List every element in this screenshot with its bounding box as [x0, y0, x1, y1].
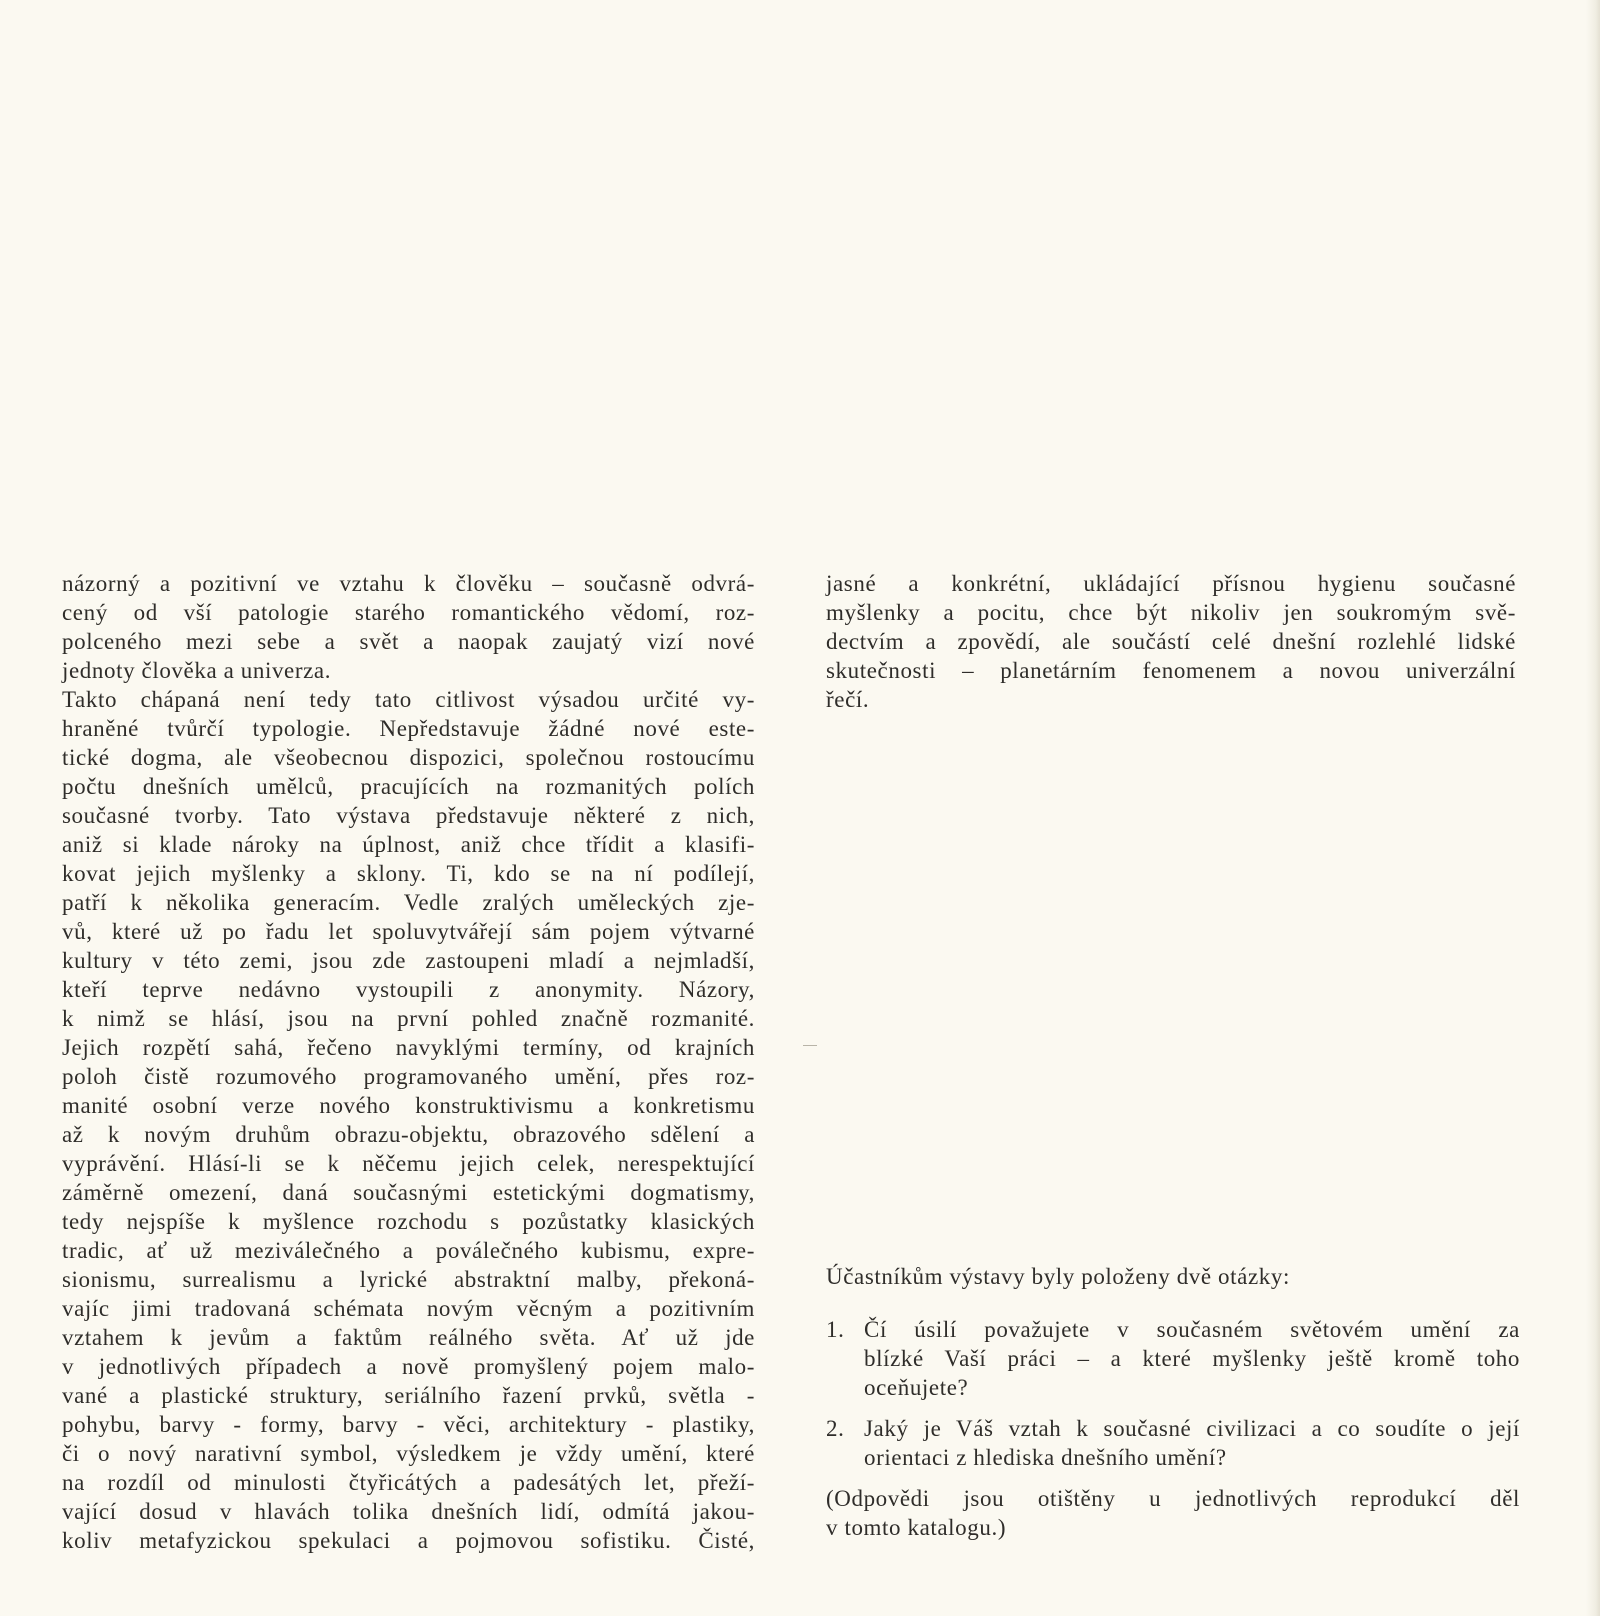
right-text-column — [826, 569, 1516, 714]
text-line: polceného mezi sebe a svět a naopak zaujatý vizí nové — [62, 629, 755, 654]
stray-print-mark — [803, 1045, 817, 1046]
text-line: kultury v této zemi, jsou zde zastoupeni mladí a nejmladší, — [62, 948, 755, 973]
left-text-column — [62, 569, 755, 1555]
catalog-note — [826, 1484, 1520, 1542]
text-line: názorný a pozitivní ve vztahu k člověku – současně odvrá- — [62, 571, 755, 596]
text-line: jednoty člověka a univerza. — [62, 658, 332, 683]
text-line: tradic, ať už meziválečného a poválečného kubismu, expre- — [62, 1238, 755, 1263]
text-line: sionismu, surrealismu a lyrické abstraktní malby, překoná- — [62, 1267, 755, 1292]
text-line: koliv metafyzickou spekulaci a pojmovou sofistiku. Čisté, — [62, 1528, 755, 1553]
question-number: 1. — [826, 1317, 845, 1342]
questions-intro: Účastníkům výstavy byly položeny dvě otázky: — [826, 1264, 1290, 1289]
text-line: oceňujete? — [864, 1375, 969, 1400]
text-line: cený od vší patologie starého romantického vědomí, roz- — [62, 600, 755, 625]
text-line: pohybu, barvy - formy, barvy - věci, architektury - plastiky, — [62, 1412, 755, 1437]
text-line: poloh čistě rozumového programovaného umění, přes roz- — [62, 1064, 755, 1089]
text-line: patří k několika generacím. Vedle zralých uměleckých zje- — [62, 890, 755, 915]
text-line: záměrně omezení, daná současnými estetickými dogmatismy, — [62, 1180, 755, 1205]
text-line: až k novým druhům obrazu-objektu, obrazového sdělení a — [62, 1122, 755, 1147]
question-text — [864, 1414, 1520, 1472]
question-number: 2. — [826, 1416, 845, 1441]
text-line: vyprávění. Hlásí-li se k něčemu jejich celek, nerespektující — [62, 1151, 755, 1176]
text-line: vztahem k jevům a faktům reálného světa. Ať už jde — [62, 1325, 755, 1350]
text-line: myšlenky a pocitu, chce být nikoliv jen soukromým svě- — [826, 600, 1516, 625]
text-line: tické dogma, ale všeobecnou dispozici, společnou rostoucímu — [62, 745, 755, 770]
text-line: kovat jejich myšlenky a sklony. Ti, kdo se na ní podílejí, — [62, 861, 755, 886]
questions-section — [826, 1262, 1520, 1542]
question-item — [826, 1315, 1520, 1402]
text-line: vů, které už po řadu let spoluvytvářejí sám pojem výtvarné — [62, 919, 755, 944]
text-line: (Odpovědi jsou otištěny u jednotlivých reprodukcí děl — [826, 1486, 1520, 1511]
text-line: vající dosud v hlavách tolika dnešních lidí, odmítá jakou- — [62, 1499, 755, 1524]
text-line: současné tvorby. Tato výstava představuje některé z nich, — [62, 803, 755, 828]
page-edge-shadow — [1586, 0, 1600, 1616]
text-line: v tomto katalogu.) — [826, 1515, 1007, 1540]
text-line: na rozdíl od minulosti čtyřicátých a padesátých let, přeží- — [62, 1470, 755, 1495]
text-line: vajíc jimi tradovaná schémata novým věcným a pozitivním — [62, 1296, 755, 1321]
text-line: jasné a konkrétní, ukládající přísnou hygienu současné — [826, 571, 1516, 596]
text-line: Čí úsilí považujete v současném světovém umění za — [864, 1317, 1520, 1342]
text-line: hraněné tvůrčí typologie. Nepředstavuje žádné nové este- — [62, 716, 755, 741]
text-line: orientaci z hlediska dnešního umění? — [864, 1445, 1227, 1470]
text-line: blízké Vaší práci – a které myšlenky ještě kromě toho — [864, 1346, 1520, 1371]
text-line: manité osobní verze nového konstruktivismu a konkretismu — [62, 1093, 755, 1118]
text-line: kteří teprve nedávno vystoupili z anonymity. Názory, — [62, 977, 755, 1002]
text-line: k nimž se hlásí, jsou na první pohled značně rozmanité. — [62, 1006, 755, 1031]
question-item — [826, 1414, 1520, 1472]
text-line: řečí. — [826, 687, 870, 712]
text-line: či o nový narativní symbol, výsledkem je vždy umění, které — [62, 1441, 755, 1466]
text-line: skutečnosti – planetárním fenomenem a novou univerzální — [826, 658, 1516, 683]
text-line: počtu dnešních umělců, pracujících na rozmanitých polích — [62, 774, 755, 799]
question-text — [864, 1315, 1520, 1402]
text-line: Takto chápaná není tedy tato citlivost výsadou určité vy- — [62, 687, 755, 712]
text-line: Jejich rozpětí sahá, řečeno navyklými termíny, od krajních — [62, 1035, 755, 1060]
text-line: dectvím a zpovědí, ale součástí celé dnešní rozlehlé lidské — [826, 629, 1516, 654]
text-line: vané a plastické struktury, seriálního řazení prvků, světla - — [62, 1383, 755, 1408]
text-line: Jaký je Váš vztah k současné civilizaci a co soudíte o její — [864, 1416, 1520, 1441]
text-line: v jednotlivých případech a nově promyšlený pojem malo- — [62, 1354, 755, 1379]
text-line: tedy nejspíše k myšlence rozchodu s pozůstatky klasických — [62, 1209, 755, 1234]
text-line: aniž si klade nároky na úplnost, aniž chce třídit a klasifi- — [62, 832, 755, 857]
